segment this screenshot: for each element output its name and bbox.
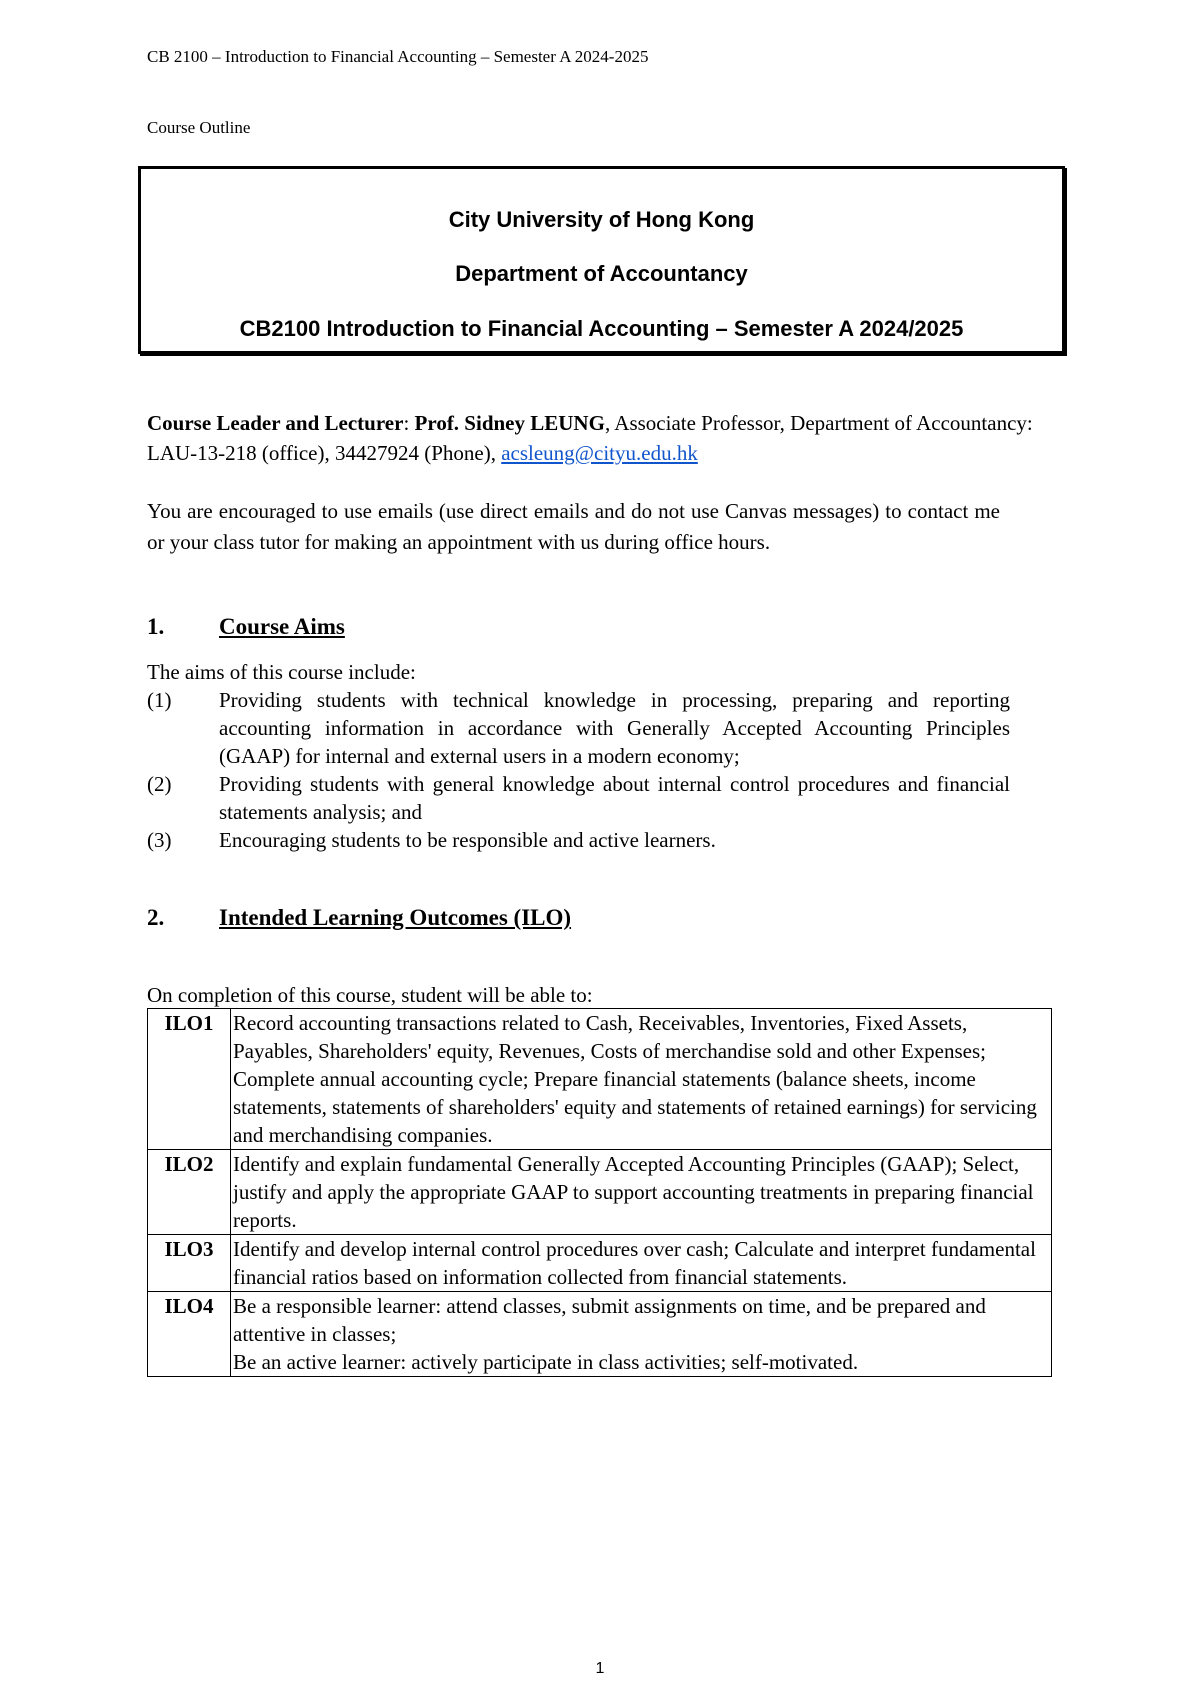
list-item-number: (3) (147, 828, 172, 852)
leader-role-label: Course Leader and Lecturer (147, 411, 404, 435)
ilo-code: ILO4 (148, 1292, 231, 1377)
leader-name: Prof. Sidney LEUNG (414, 411, 605, 435)
list-item (147, 686, 1010, 770)
leader-details: , Associate Professor, Department of Accountancy: LAU-13-218 (office), 34427924 (Phone), (147, 411, 1033, 465)
section-title: Course Aims (219, 614, 345, 639)
ilo-description: Identify and develop internal control procedures over cash; Calculate and interpret fundamental financial ratios based on information collected from financial statements. (231, 1235, 1052, 1292)
ilo-description (231, 1292, 1052, 1377)
table-row (148, 1235, 1052, 1292)
section-number: 2. (147, 905, 165, 930)
ilo-code: ILO3 (148, 1235, 231, 1292)
aims-intro: The aims of this course include: (147, 660, 416, 684)
list-item (147, 770, 1010, 826)
ilo-table (147, 1008, 1052, 1377)
table-row (148, 1009, 1052, 1150)
leader-email-link[interactable]: acsleung@cityu.edu.hk (501, 441, 698, 465)
ilo-description-line: Be a responsible learner: attend classes, submit assignments on time, and be prepared and attentive in classes; (233, 1294, 986, 1346)
title-box (138, 166, 1065, 354)
list-item-text: Providing students with general knowledge about internal control procedures and financial statements analysis; and (219, 772, 1010, 824)
table-row (148, 1150, 1052, 1235)
list-item-text: Encouraging students to be responsible and active learners. (219, 828, 716, 852)
aims-list (147, 686, 1010, 854)
ilo-description: Record accounting transactions related to Cash, Receivables, Inventories, Fixed Assets, Payables, Shareholders' equity, Revenues, Costs of merchandise sold and other Expenses; Complete annual accounting cycle; Prepare financial statements (balance sheets, income statements, statements of shareholders' equity and statements of retained earnings) for servicing and merchandising companies. (231, 1009, 1052, 1150)
ilo-description: Identify and explain fundamental Generally Accepted Accounting Principles (GAAP); Select, justify and apply the appropriate GAAP to support accounting treatments in preparing financial reports. (231, 1150, 1052, 1235)
page-number: 1 (595, 1660, 605, 1677)
ilo-intro: On completion of this course, student will be able to: (147, 983, 593, 1007)
section-title: Intended Learning Outcomes (ILO) (219, 905, 572, 930)
leader-separator: : (403, 411, 415, 435)
list-item-number: (1) (147, 688, 172, 712)
running-header: CB 2100 – Introduction to Financial Accounting – Semester A 2024-2025 (147, 47, 649, 66)
list-item-number: (2) (147, 772, 172, 796)
department-name: Department of Accountancy (455, 261, 748, 286)
section-heading-ilo (147, 905, 571, 931)
list-item (147, 826, 1010, 854)
ilo-code: ILO2 (148, 1150, 231, 1235)
university-name: City University of Hong Kong (448, 207, 755, 232)
section-heading-course-aims (147, 614, 345, 640)
contact-note: You are encouraged to use emails (use direct emails and do not use Canvas messages) to contact me or your class tutor for making an appointment with us during office hours. (147, 499, 1000, 554)
section-number: 1. (147, 614, 165, 639)
ilo-description-line: Be an active learner: actively participate in class activities; self-motivated. (233, 1350, 859, 1374)
course-title: CB2100 Introduction to Financial Accounting – Semester A 2024/2025 (239, 316, 964, 341)
table-row (148, 1292, 1052, 1377)
outline-label: Course Outline (147, 118, 251, 137)
list-item-text: Providing students with technical knowledge in processing, preparing and reporting accounting information in accordance with Generally Accepted Accounting Principles (GAAP) for internal and external users in a modern economy; (219, 688, 1010, 768)
ilo-code: ILO1 (148, 1009, 231, 1150)
course-leader-info (147, 408, 1047, 468)
